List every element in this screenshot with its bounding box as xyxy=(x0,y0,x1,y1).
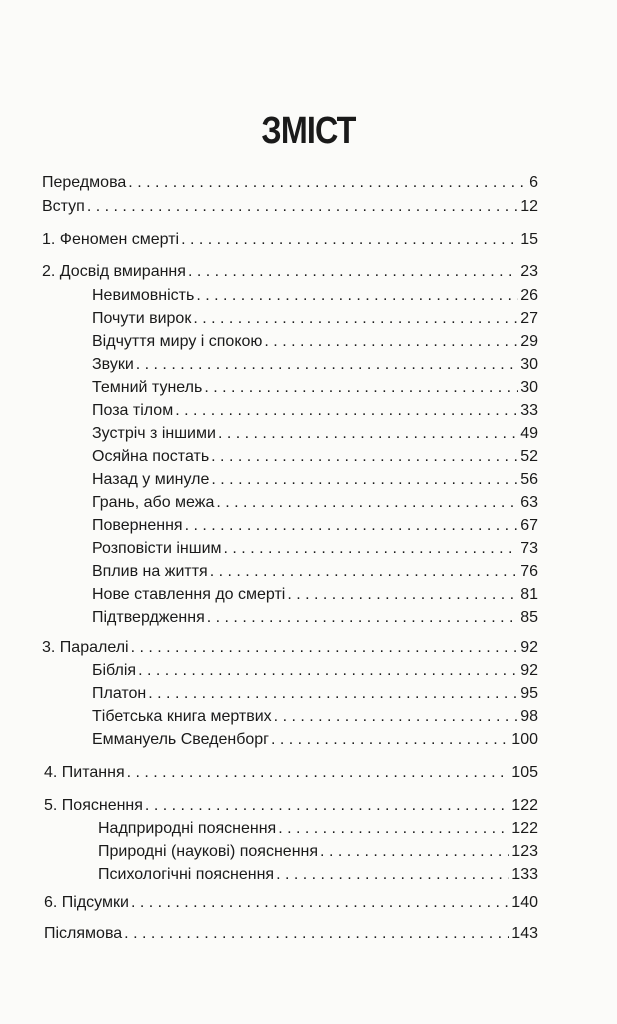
toc-entry-page: 52 xyxy=(520,448,538,465)
toc-entry xyxy=(92,309,538,329)
toc-entry-label: Передмова xyxy=(42,174,127,191)
toc-entry-label: Платон xyxy=(92,685,147,702)
toc-entry-page: 143 xyxy=(511,925,538,942)
toc-entry xyxy=(92,684,538,704)
toc-leader-dots xyxy=(131,893,509,913)
toc-entry-label: Надприродні пояснення xyxy=(98,820,277,837)
toc-entry xyxy=(92,424,538,444)
toc-entry xyxy=(92,378,538,398)
toc-entry-page: 15 xyxy=(520,231,538,248)
toc-leader-dots xyxy=(274,707,519,727)
toc-entry-page: 67 xyxy=(520,517,538,534)
toc-leader-dots xyxy=(218,424,518,444)
toc-entry-label: Вплив на життя xyxy=(92,563,208,580)
toc-entry-page: 95 xyxy=(520,685,538,702)
toc-entry xyxy=(42,197,538,217)
toc-entry xyxy=(92,585,538,605)
toc-entry-page: 92 xyxy=(520,639,538,656)
toc-entry-page: 122 xyxy=(511,797,538,814)
toc-entry-label: Темний тунель xyxy=(92,379,203,396)
toc-leader-dots xyxy=(124,924,509,944)
toc-entry xyxy=(42,230,538,250)
toc-entry xyxy=(92,286,538,306)
toc-leader-dots xyxy=(210,562,519,582)
toc-leader-dots xyxy=(188,262,518,282)
toc-entry xyxy=(42,262,538,282)
toc-entry xyxy=(92,447,538,467)
toc-entry-label: Природні (наукові) пояснення xyxy=(98,843,319,860)
toc-entry xyxy=(44,763,538,783)
toc-entry-label: Почути вирок xyxy=(92,310,192,327)
toc-entry-label: Поза тілом xyxy=(92,402,174,419)
toc-leader-dots xyxy=(204,378,518,398)
toc-entry-page: 100 xyxy=(511,731,538,748)
toc-leader-dots xyxy=(181,230,518,250)
toc-entry xyxy=(92,608,538,628)
toc-leader-dots xyxy=(127,763,510,783)
toc-entry-page: 123 xyxy=(511,843,538,860)
toc-entry xyxy=(98,865,538,885)
toc-entry-label: Назад у минуле xyxy=(92,471,210,488)
toc-leader-dots xyxy=(138,661,518,681)
toc-entry xyxy=(98,842,538,862)
toc-entry-page: 29 xyxy=(520,333,538,350)
toc-entry-label: Осяйна постать xyxy=(92,448,210,465)
toc-entry-page: 85 xyxy=(520,609,538,626)
toc-entry-page: 26 xyxy=(520,287,538,304)
toc-entry xyxy=(44,796,538,816)
toc-leader-dots xyxy=(128,173,527,193)
toc-entry-label: Підтвердження xyxy=(92,609,205,626)
toc-leader-dots xyxy=(175,401,518,421)
toc-leader-dots xyxy=(148,684,518,704)
toc-entry xyxy=(92,401,538,421)
toc-entry-page: 27 xyxy=(520,310,538,327)
toc-entry-label: Вступ xyxy=(42,198,85,215)
toc-leader-dots xyxy=(276,865,509,885)
toc-entry xyxy=(92,661,538,681)
toc-leader-dots xyxy=(264,332,518,352)
toc-entry-label: Розповісти іншим xyxy=(92,540,222,557)
page-title: ЗМІСТ xyxy=(261,110,356,152)
toc-leader-dots xyxy=(207,608,518,628)
toc-entry-page: 76 xyxy=(520,563,538,580)
toc-leader-dots xyxy=(271,730,509,750)
toc-entry-label: Еммануель Сведенборг xyxy=(92,731,269,748)
toc-entry-page: 49 xyxy=(520,425,538,442)
toc-entry-label: Тібетська книга мертвих xyxy=(92,708,272,725)
toc-leader-dots xyxy=(131,638,519,658)
toc-entry-label: Психологічні пояснення xyxy=(98,866,275,883)
toc-entry xyxy=(92,707,538,727)
toc-leader-dots xyxy=(145,796,509,816)
toc-entry-page: 98 xyxy=(520,708,538,725)
toc-leader-dots xyxy=(211,447,518,467)
toc-entry-page: 33 xyxy=(520,402,538,419)
toc-entry-page: 63 xyxy=(520,494,538,511)
toc-entry xyxy=(44,924,538,944)
toc-entry-label: 2. Досвід вмирання xyxy=(42,263,186,280)
toc-leader-dots xyxy=(287,585,518,605)
toc-leader-dots xyxy=(224,539,519,559)
toc-leader-dots xyxy=(185,516,519,536)
toc-entry xyxy=(42,173,538,193)
toc-leader-dots xyxy=(196,286,518,306)
toc-entry-label: Звуки xyxy=(92,356,134,373)
toc-entry-page: 30 xyxy=(520,356,538,373)
toc-entry xyxy=(92,493,538,513)
toc-entry xyxy=(92,470,538,490)
toc-entry-label: 4. Питання xyxy=(44,764,125,781)
toc-entry xyxy=(98,819,538,839)
toc-entry xyxy=(44,893,538,913)
toc-leader-dots xyxy=(278,819,509,839)
toc-entry-label: 6. Підсумки xyxy=(44,894,129,911)
toc-entry-label: 1. Феномен смерті xyxy=(42,231,180,248)
toc-entry-label: Відчуття миру і спокою xyxy=(92,333,263,350)
toc-entry-page: 140 xyxy=(511,894,538,911)
toc-leader-dots xyxy=(320,842,509,862)
toc-entry-label: Нове ставлення до смерті xyxy=(92,586,286,603)
toc-entry-page: 6 xyxy=(529,174,538,191)
toc-leader-dots xyxy=(211,470,518,490)
toc-entry-page: 23 xyxy=(520,263,538,280)
toc-entry-label: Біблія xyxy=(92,662,137,679)
toc-entry-page: 92 xyxy=(520,662,538,679)
toc-entry-page: 81 xyxy=(520,586,538,603)
toc-entry-label: 5. Пояснення xyxy=(44,797,143,814)
toc-entry-label: Післямова xyxy=(44,925,123,942)
toc-leader-dots xyxy=(136,355,518,375)
toc-leader-dots xyxy=(216,493,518,513)
toc-entry-page: 122 xyxy=(511,820,538,837)
toc-entry-label: Зустріч з іншими xyxy=(92,425,216,442)
toc-entry xyxy=(92,332,538,352)
toc-entry-page: 73 xyxy=(520,540,538,557)
toc-entry xyxy=(92,539,538,559)
toc-entry-page: 12 xyxy=(520,198,538,215)
toc-leader-dots xyxy=(87,197,518,217)
toc-leader-dots xyxy=(193,309,518,329)
toc-entry-label: Повернення xyxy=(92,517,183,534)
toc-entry xyxy=(92,355,538,375)
toc-entry-page: 30 xyxy=(520,379,538,396)
toc-entry-page: 56 xyxy=(520,471,538,488)
toc-entry xyxy=(92,562,538,582)
toc-entry-label: Невимовність xyxy=(92,287,195,304)
toc-entry-label: 3. Паралелі xyxy=(42,639,129,656)
toc-entry-label: Грань, або межа xyxy=(92,494,215,511)
toc-entry xyxy=(42,638,538,658)
toc-entry-page: 133 xyxy=(511,866,538,883)
toc-entry-page: 105 xyxy=(511,764,538,781)
toc-entry xyxy=(92,516,538,536)
toc-entry xyxy=(92,730,538,750)
